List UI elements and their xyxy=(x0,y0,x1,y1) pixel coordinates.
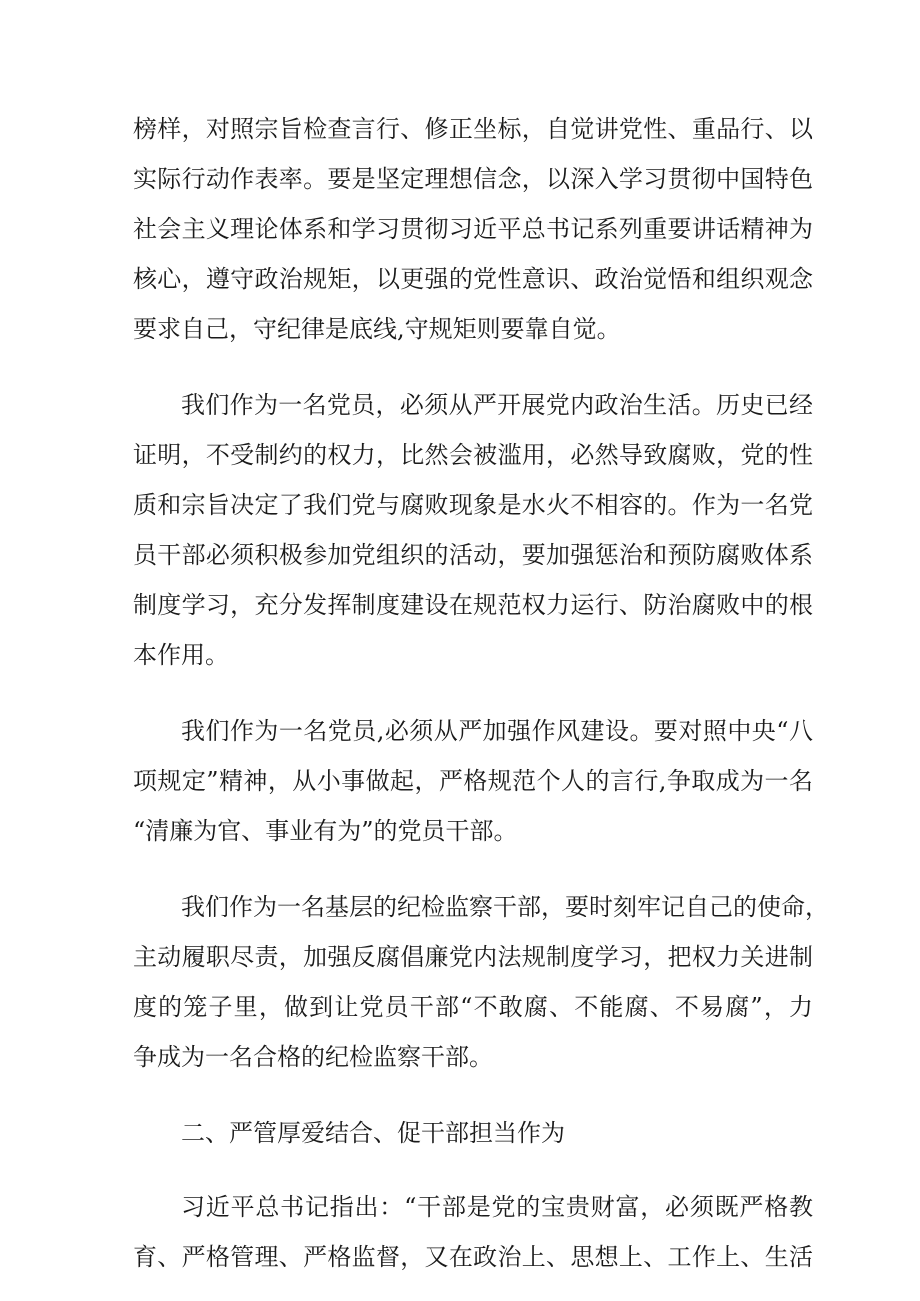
paragraph-3 xyxy=(133,706,813,856)
paragraph-4 xyxy=(133,882,829,1082)
text-line: 要求自己，守纪律是底线,守规矩则要靠自觉。 xyxy=(133,315,621,343)
text-line: 证明，不受制约的权力，比然会被滥用，必然导致腐败，党的性 xyxy=(133,441,813,469)
text-line: 我们作为一名党员,必须从严加强作风建设。要对照中央“八 xyxy=(181,717,813,745)
text-line: “清廉为官、事业有为”的党员干部。 xyxy=(133,817,518,845)
text-line: 员干部必须积极参加党组织的活动，要加强惩治和预防腐败体系 xyxy=(133,541,813,569)
document-body xyxy=(133,104,829,1282)
text-line: 主动履职尽责，加强反腐倡廉党内法规制度学习，把权力关进制 xyxy=(133,943,813,971)
text-line: 度的笼子里，做到让党员干部“不敢腐、不能腐、不易腐”，力 xyxy=(133,993,813,1021)
text-line: 榜样，对照宗旨检查言行、修正坐标，自觉讲党性、重品行、以 xyxy=(133,115,813,143)
text-line: 我们作为一名党员，必须从严开展党内政治生活。历史已经 xyxy=(181,391,813,419)
text-line: 项规定”精神，从小事做起，严格规范个人的言行,争取成为一名 xyxy=(133,767,813,795)
paragraph-1 xyxy=(133,104,813,354)
section-heading xyxy=(133,1108,813,1158)
paragraph-spacer xyxy=(133,680,813,706)
paragraph-5 xyxy=(133,1182,813,1282)
paragraph-spacer xyxy=(133,856,813,882)
text-line: 质和宗旨决定了我们党与腐败现象是水火不相容的。作为一名党 xyxy=(133,491,813,519)
text-line: 社会主义理论体系和学习贯彻习近平总书记系列重要讲话精神为 xyxy=(133,215,813,243)
section-heading-text: 二、严管厚爱结合、促干部担当作为 xyxy=(181,1119,565,1147)
paragraph-spacer xyxy=(133,354,813,380)
text-line: 育、严格管理、严格监督，又在政治上、思想上、工作上、生活 xyxy=(133,1243,813,1271)
text-line: 制度学习，充分发挥制度建设在规范权力运行、防治腐败中的根 xyxy=(133,591,813,619)
paragraph-spacer xyxy=(133,1082,813,1108)
paragraph-2 xyxy=(133,380,813,680)
text-line: 我们作为一名基层的纪检监察干部，要时刻牢记自己的使命， xyxy=(181,893,829,921)
paragraph-spacer xyxy=(133,1158,813,1182)
text-line: 习近平总书记指出：“干部是党的宝贵财富，必须既严格教 xyxy=(181,1193,813,1221)
text-line: 核心，遵守政治规矩，以更强的党性意识、政治觉悟和组织观念 xyxy=(133,265,813,293)
text-line: 本作用。 xyxy=(133,641,229,669)
text-line: 争成为一名合格的纪检监察干部。 xyxy=(133,1043,493,1071)
text-line: 实际行动作表率。要是坚定理想信念，以深入学习贯彻中国特色 xyxy=(133,165,813,193)
